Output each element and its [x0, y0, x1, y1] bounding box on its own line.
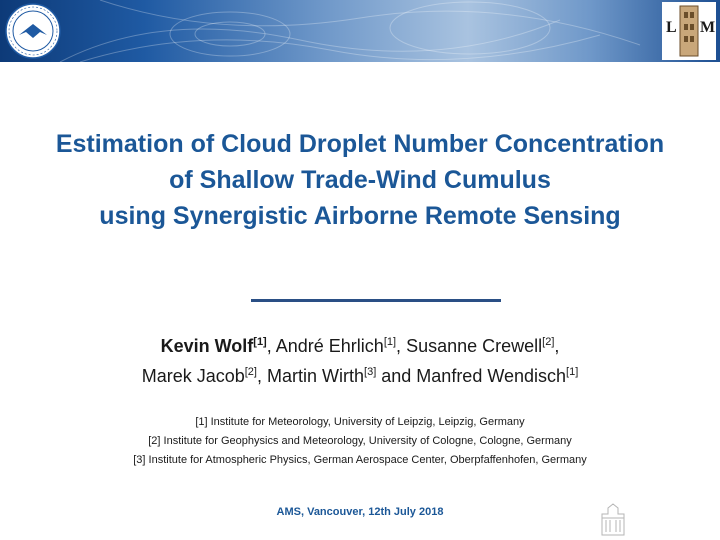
affiliation-item: [2] Institute for Geophysics and Meteorology, University of Cologne, Cologne, Germany — [148, 435, 572, 447]
title-line-3: using Synergistic Airborne Remote Sensing — [99, 202, 621, 230]
header-banner — [0, 0, 720, 62]
author-list — [0, 331, 720, 391]
presentation-title — [0, 126, 720, 234]
building-icon — [598, 502, 628, 536]
author-ref: [3] — [364, 366, 377, 378]
affiliation-item: [1] Institute for Meteorology, University of Leipzig, Leipzig, Germany — [195, 416, 525, 428]
author-ref: [2] — [542, 336, 555, 348]
author-name: André Ehrlich — [275, 336, 384, 356]
institute-seal-icon — [4, 2, 62, 60]
affiliation-list — [0, 413, 720, 470]
author-line-2: Marek Jacob[2], Martin Wirth[3] and Manfred Wendisch[1] — [141, 366, 579, 386]
title-line-2: of Shallow Trade-Wind Cumulus — [169, 166, 551, 194]
author-ref: [1] — [253, 336, 267, 348]
building-logo-icon — [662, 2, 716, 60]
author-line-1: Kevin Wolf[1], André Ehrlich[1], Susanne Crewell[2], — [160, 336, 560, 356]
event-footer: AMS, Vancouver, 12th July 2018 — [276, 506, 444, 518]
author-name: Manfred Wendisch — [416, 366, 567, 386]
author-name: Marek Jacob — [141, 366, 245, 386]
banner-pattern — [0, 0, 720, 62]
author-ref: [2] — [244, 366, 257, 378]
author-ref: [1] — [566, 366, 579, 378]
title-line-1: Estimation of Cloud Droplet Number Concentration — [55, 130, 665, 158]
title-separator — [251, 299, 501, 302]
author-ref: [1] — [383, 336, 397, 348]
svg-text:L: L — [666, 19, 677, 36]
svg-text:M: M — [700, 19, 716, 36]
author-name: Susanne Crewell — [406, 336, 543, 356]
author-name: Kevin Wolf — [160, 336, 254, 356]
author-name: Martin Wirth — [267, 366, 365, 386]
affiliation-item: [3] Institute for Atmospheric Physics, German Aerospace Center, Oberpfaffenhofen, Germany — [133, 454, 587, 466]
